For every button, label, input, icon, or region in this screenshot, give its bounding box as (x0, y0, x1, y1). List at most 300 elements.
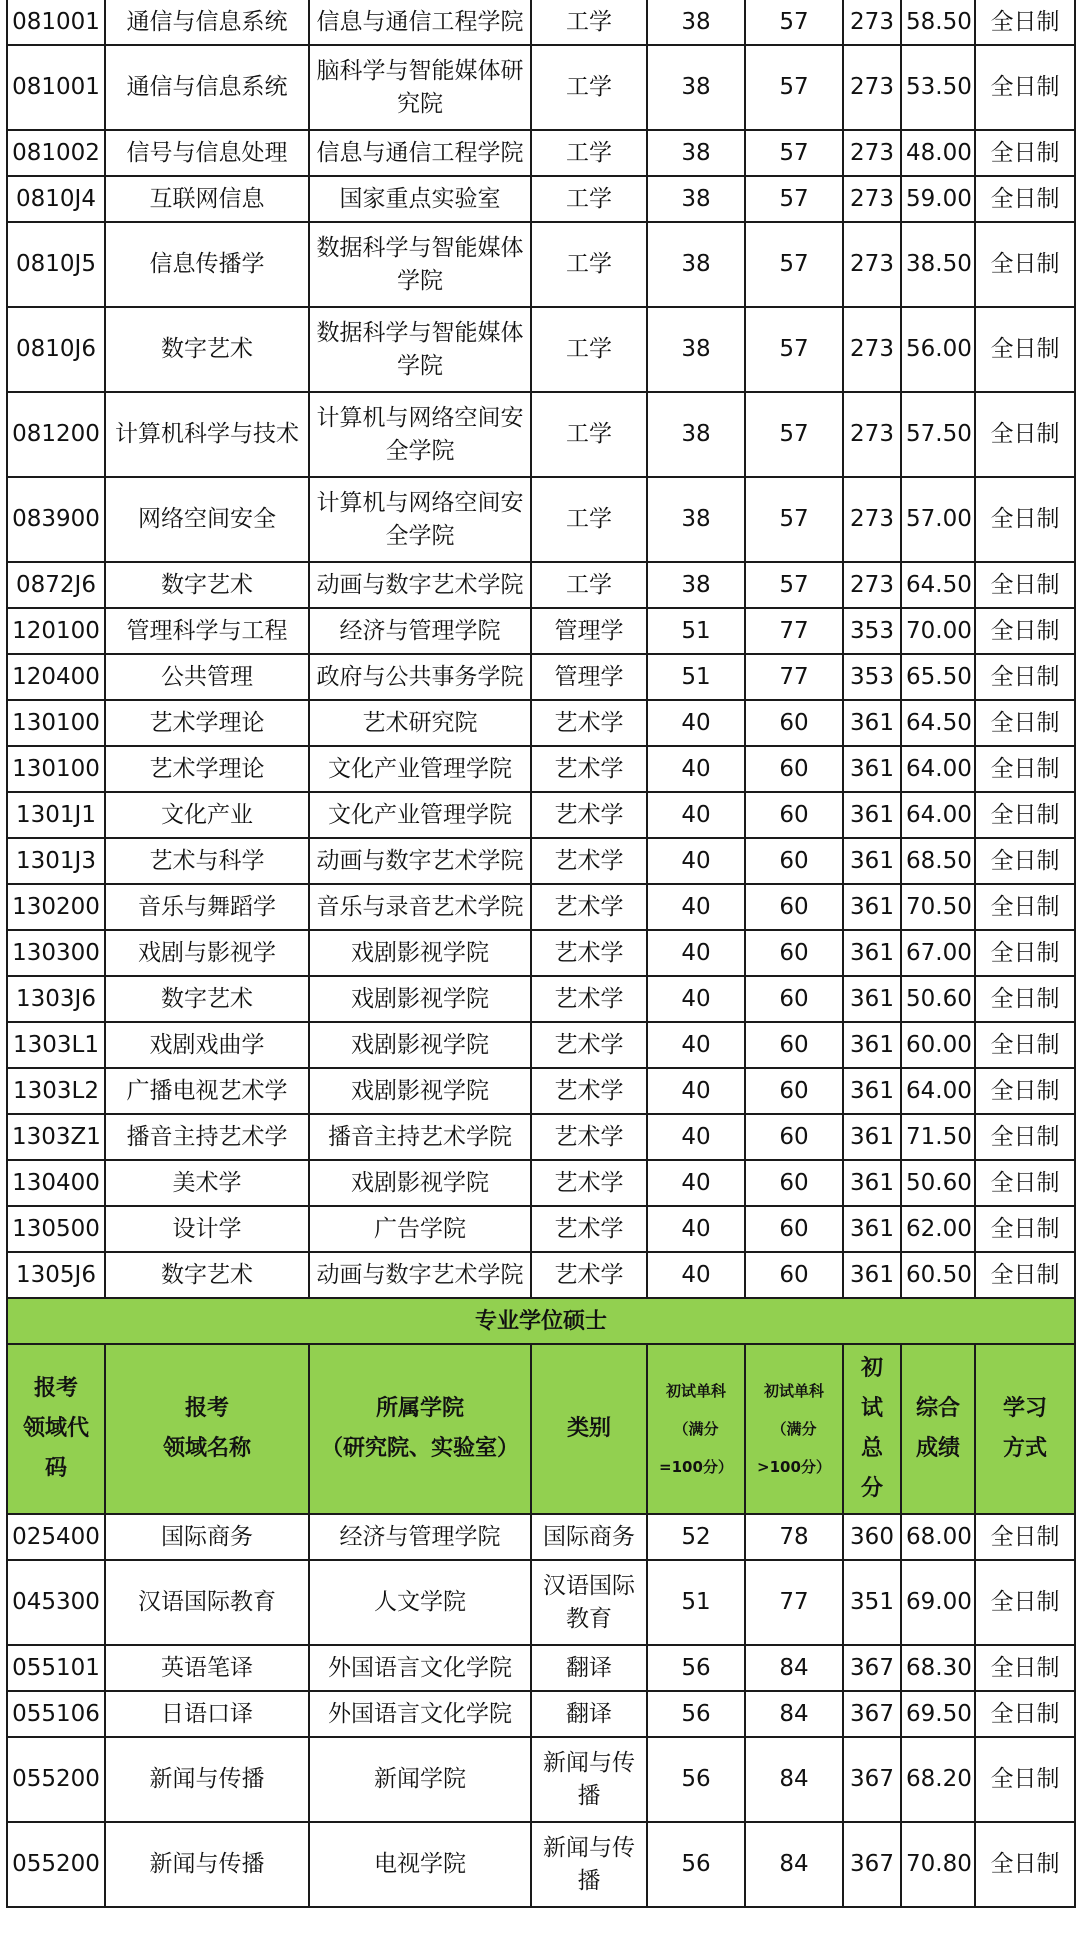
code-cell: 1303L1 (7, 1022, 105, 1068)
category-cell: 管理学 (531, 608, 647, 654)
single-gt100-cell: 57 (745, 562, 843, 608)
total-cell: 273 (843, 130, 901, 176)
table-row (7, 1822, 1075, 1907)
table-row (7, 392, 1075, 477)
code-cell: 120100 (7, 608, 105, 654)
composite-cell: 50.60 (901, 976, 975, 1022)
total-cell: 273 (843, 222, 901, 307)
single-100-cell: 40 (647, 1114, 745, 1160)
table-row (7, 1022, 1075, 1068)
mode-cell: 全日制 (975, 1737, 1075, 1822)
composite-cell: 58.50 (901, 0, 975, 45)
composite-cell: 70.80 (901, 1822, 975, 1907)
college-cell: 经济与管理学院 (309, 608, 531, 654)
single-gt100-cell: 60 (745, 838, 843, 884)
single-100-cell: 40 (647, 1160, 745, 1206)
header-name: 报考 领域名称 (105, 1344, 309, 1514)
mode-cell: 全日制 (975, 838, 1075, 884)
header-row (7, 1344, 1075, 1514)
code-cell: 130100 (7, 746, 105, 792)
mode-cell: 全日制 (975, 45, 1075, 130)
category-cell: 工学 (531, 307, 647, 392)
name-cell: 数字艺术 (105, 307, 309, 392)
composite-cell: 56.00 (901, 307, 975, 392)
table-row (7, 307, 1075, 392)
college-cell: 人文学院 (309, 1560, 531, 1645)
college-cell: 数据科学与智能媒体 学院 (309, 307, 531, 392)
table-row (7, 976, 1075, 1022)
code-cell: 0810J4 (7, 176, 105, 222)
header-composite: 综合 成绩 (901, 1344, 975, 1514)
code-cell: 083900 (7, 477, 105, 562)
total-cell: 351 (843, 1560, 901, 1645)
code-cell: 1303Z1 (7, 1114, 105, 1160)
name-cell: 广播电视艺术学 (105, 1068, 309, 1114)
single-gt100-cell: 57 (745, 45, 843, 130)
name-cell: 信息传播学 (105, 222, 309, 307)
single-gt100-cell: 84 (745, 1691, 843, 1737)
category-cell: 汉语国际 教育 (531, 1560, 647, 1645)
table-row (7, 0, 1075, 45)
single-gt100-cell: 60 (745, 884, 843, 930)
table-row (7, 1206, 1075, 1252)
name-cell: 英语笔译 (105, 1645, 309, 1691)
header-college: 所属学院 （研究院、实验室） (309, 1344, 531, 1514)
single-gt100-cell: 57 (745, 176, 843, 222)
mode-cell: 全日制 (975, 307, 1075, 392)
college-cell: 数据科学与智能媒体 学院 (309, 222, 531, 307)
composite-cell: 64.00 (901, 792, 975, 838)
category-cell: 艺术学 (531, 1114, 647, 1160)
single-100-cell: 38 (647, 176, 745, 222)
code-cell: 0810J6 (7, 307, 105, 392)
single-gt100-cell: 60 (745, 1022, 843, 1068)
single-100-cell: 56 (647, 1822, 745, 1907)
college-cell: 文化产业管理学院 (309, 746, 531, 792)
name-cell: 戏剧与影视学 (105, 930, 309, 976)
table-row (7, 45, 1075, 130)
professional-section (7, 1298, 1075, 1514)
code-cell: 1301J1 (7, 792, 105, 838)
college-cell: 动画与数字艺术学院 (309, 1252, 531, 1298)
single-gt100-cell: 84 (745, 1737, 843, 1822)
composite-cell: 59.00 (901, 176, 975, 222)
mode-cell: 全日制 (975, 792, 1075, 838)
single-100-cell: 38 (647, 307, 745, 392)
category-cell: 翻译 (531, 1645, 647, 1691)
table-row (7, 1737, 1075, 1822)
composite-cell: 68.20 (901, 1737, 975, 1822)
composite-cell: 53.50 (901, 45, 975, 130)
single-100-cell: 40 (647, 976, 745, 1022)
composite-cell: 69.00 (901, 1560, 975, 1645)
total-cell: 361 (843, 1114, 901, 1160)
total-cell: 361 (843, 976, 901, 1022)
mode-cell: 全日制 (975, 1252, 1075, 1298)
single-100-cell: 40 (647, 746, 745, 792)
single-100-cell: 40 (647, 930, 745, 976)
total-cell: 361 (843, 792, 901, 838)
composite-cell: 60.50 (901, 1252, 975, 1298)
college-cell: 国家重点实验室 (309, 176, 531, 222)
category-cell: 艺术学 (531, 1252, 647, 1298)
mode-cell: 全日制 (975, 0, 1075, 45)
category-cell: 管理学 (531, 654, 647, 700)
code-cell: 0872J6 (7, 562, 105, 608)
mode-cell: 全日制 (975, 608, 1075, 654)
category-cell: 艺术学 (531, 700, 647, 746)
code-cell: 055101 (7, 1645, 105, 1691)
code-cell: 130300 (7, 930, 105, 976)
table-row (7, 222, 1075, 307)
college-cell: 戏剧影视学院 (309, 976, 531, 1022)
code-cell: 0810J5 (7, 222, 105, 307)
college-cell: 播音主持艺术学院 (309, 1114, 531, 1160)
category-cell: 艺术学 (531, 1022, 647, 1068)
header-total: 初 试 总 分 (843, 1344, 901, 1514)
college-cell: 新闻学院 (309, 1737, 531, 1822)
single-100-cell: 56 (647, 1691, 745, 1737)
section-title-row (7, 1298, 1075, 1344)
name-cell: 日语口译 (105, 1691, 309, 1737)
category-cell: 国际商务 (531, 1514, 647, 1560)
single-gt100-cell: 57 (745, 130, 843, 176)
category-cell: 艺术学 (531, 930, 647, 976)
composite-cell: 64.50 (901, 700, 975, 746)
composite-cell: 60.00 (901, 1022, 975, 1068)
table-row (7, 1691, 1075, 1737)
table-row (7, 746, 1075, 792)
mode-cell: 全日制 (975, 1022, 1075, 1068)
mode-cell: 全日制 (975, 1560, 1075, 1645)
name-cell: 数字艺术 (105, 1252, 309, 1298)
name-cell: 艺术与科学 (105, 838, 309, 884)
section-title: 专业学位硕士 (7, 1298, 1075, 1344)
table-row (7, 1560, 1075, 1645)
single-100-cell: 38 (647, 45, 745, 130)
composite-cell: 68.30 (901, 1645, 975, 1691)
academic-rows (7, 0, 1075, 1298)
composite-cell: 68.50 (901, 838, 975, 884)
table-row (7, 838, 1075, 884)
category-cell: 工学 (531, 0, 647, 45)
name-cell: 汉语国际教育 (105, 1560, 309, 1645)
composite-cell: 62.00 (901, 1206, 975, 1252)
table-row (7, 654, 1075, 700)
code-cell: 081001 (7, 45, 105, 130)
category-cell: 艺术学 (531, 1206, 647, 1252)
category-cell: 翻译 (531, 1691, 647, 1737)
name-cell: 艺术学理论 (105, 700, 309, 746)
composite-cell: 65.50 (901, 654, 975, 700)
total-cell: 273 (843, 176, 901, 222)
total-cell: 360 (843, 1514, 901, 1560)
category-cell: 工学 (531, 45, 647, 130)
college-cell: 文化产业管理学院 (309, 792, 531, 838)
category-cell: 艺术学 (531, 1160, 647, 1206)
college-cell: 广告学院 (309, 1206, 531, 1252)
mode-cell: 全日制 (975, 976, 1075, 1022)
college-cell: 音乐与录音艺术学院 (309, 884, 531, 930)
composite-cell: 57.50 (901, 392, 975, 477)
single-gt100-cell: 60 (745, 1114, 843, 1160)
name-cell: 美术学 (105, 1160, 309, 1206)
code-cell: 055200 (7, 1737, 105, 1822)
name-cell: 文化产业 (105, 792, 309, 838)
total-cell: 361 (843, 1022, 901, 1068)
table-row (7, 1514, 1075, 1560)
single-100-cell: 40 (647, 838, 745, 884)
college-cell: 脑科学与智能媒体研 究院 (309, 45, 531, 130)
name-cell: 设计学 (105, 1206, 309, 1252)
college-cell: 政府与公共事务学院 (309, 654, 531, 700)
mode-cell: 全日制 (975, 654, 1075, 700)
total-cell: 273 (843, 0, 901, 45)
mode-cell: 全日制 (975, 1514, 1075, 1560)
single-100-cell: 38 (647, 477, 745, 562)
total-cell: 273 (843, 45, 901, 130)
name-cell: 数字艺术 (105, 976, 309, 1022)
single-100-cell: 38 (647, 562, 745, 608)
total-cell: 361 (843, 930, 901, 976)
code-cell: 055106 (7, 1691, 105, 1737)
college-cell: 计算机与网络空间安 全学院 (309, 477, 531, 562)
single-gt100-cell: 60 (745, 700, 843, 746)
table-row (7, 700, 1075, 746)
composite-cell: 68.00 (901, 1514, 975, 1560)
single-100-cell: 38 (647, 392, 745, 477)
mode-cell: 全日制 (975, 392, 1075, 477)
composite-cell: 38.50 (901, 222, 975, 307)
composite-cell: 69.50 (901, 1691, 975, 1737)
mode-cell: 全日制 (975, 1645, 1075, 1691)
mode-cell: 全日制 (975, 222, 1075, 307)
single-100-cell: 40 (647, 884, 745, 930)
code-cell: 081002 (7, 130, 105, 176)
total-cell: 273 (843, 562, 901, 608)
total-cell: 353 (843, 654, 901, 700)
college-cell: 艺术研究院 (309, 700, 531, 746)
category-cell: 新闻与传 播 (531, 1737, 647, 1822)
code-cell: 130100 (7, 700, 105, 746)
table-row (7, 1114, 1075, 1160)
composite-cell: 64.00 (901, 1068, 975, 1114)
table-row (7, 1645, 1075, 1691)
name-cell: 互联网信息 (105, 176, 309, 222)
category-cell: 艺术学 (531, 792, 647, 838)
category-cell: 新闻与传 播 (531, 1822, 647, 1907)
mode-cell: 全日制 (975, 1114, 1075, 1160)
name-cell: 管理科学与工程 (105, 608, 309, 654)
college-cell: 外国语言文化学院 (309, 1691, 531, 1737)
category-cell: 工学 (531, 176, 647, 222)
total-cell: 273 (843, 307, 901, 392)
single-gt100-cell: 77 (745, 608, 843, 654)
total-cell: 361 (843, 1160, 901, 1206)
code-cell: 055200 (7, 1822, 105, 1907)
name-cell: 通信与信息系统 (105, 0, 309, 45)
table-row (7, 930, 1075, 976)
professional-rows (7, 1514, 1075, 1907)
total-cell: 273 (843, 477, 901, 562)
single-100-cell: 40 (647, 1068, 745, 1114)
total-cell: 367 (843, 1737, 901, 1822)
name-cell: 新闻与传播 (105, 1737, 309, 1822)
category-cell: 工学 (531, 222, 647, 307)
single-100-cell: 40 (647, 1022, 745, 1068)
name-cell: 国际商务 (105, 1514, 309, 1560)
single-100-cell: 51 (647, 608, 745, 654)
mode-cell: 全日制 (975, 1691, 1075, 1737)
total-cell: 367 (843, 1645, 901, 1691)
composite-cell: 64.00 (901, 746, 975, 792)
category-cell: 工学 (531, 130, 647, 176)
name-cell: 网络空间安全 (105, 477, 309, 562)
name-cell: 播音主持艺术学 (105, 1114, 309, 1160)
mode-cell: 全日制 (975, 930, 1075, 976)
mode-cell: 全日制 (975, 176, 1075, 222)
header-code: 报考 领域代 码 (7, 1344, 105, 1514)
score-table (6, 0, 1076, 1908)
college-cell: 信息与通信工程学院 (309, 130, 531, 176)
single-100-cell: 40 (647, 700, 745, 746)
single-100-cell: 38 (647, 222, 745, 307)
total-cell: 361 (843, 1068, 901, 1114)
single-100-cell: 51 (647, 654, 745, 700)
single-gt100-cell: 78 (745, 1514, 843, 1560)
total-cell: 361 (843, 1206, 901, 1252)
college-cell: 外国语言文化学院 (309, 1645, 531, 1691)
code-cell: 130200 (7, 884, 105, 930)
code-cell: 025400 (7, 1514, 105, 1560)
college-cell: 戏剧影视学院 (309, 930, 531, 976)
single-100-cell: 38 (647, 0, 745, 45)
composite-cell: 71.50 (901, 1114, 975, 1160)
composite-cell: 70.50 (901, 884, 975, 930)
code-cell: 045300 (7, 1560, 105, 1645)
college-cell: 经济与管理学院 (309, 1514, 531, 1560)
college-cell: 动画与数字艺术学院 (309, 562, 531, 608)
code-cell: 081200 (7, 392, 105, 477)
single-gt100-cell: 57 (745, 392, 843, 477)
single-gt100-cell: 60 (745, 1068, 843, 1114)
category-cell: 艺术学 (531, 746, 647, 792)
category-cell: 工学 (531, 477, 647, 562)
single-100-cell: 40 (647, 792, 745, 838)
single-100-cell: 38 (647, 130, 745, 176)
mode-cell: 全日制 (975, 562, 1075, 608)
table-row (7, 176, 1075, 222)
code-cell: 1303J6 (7, 976, 105, 1022)
single-100-cell: 40 (647, 1252, 745, 1298)
table-row (7, 608, 1075, 654)
table-row (7, 477, 1075, 562)
code-cell: 130500 (7, 1206, 105, 1252)
table-row (7, 1160, 1075, 1206)
college-cell: 信息与通信工程学院 (309, 0, 531, 45)
single-gt100-cell: 57 (745, 222, 843, 307)
single-100-cell: 51 (647, 1560, 745, 1645)
college-cell: 动画与数字艺术学院 (309, 838, 531, 884)
single-gt100-cell: 60 (745, 792, 843, 838)
composite-cell: 50.60 (901, 1160, 975, 1206)
table-row (7, 1068, 1075, 1114)
category-cell: 工学 (531, 392, 647, 477)
category-cell: 工学 (531, 562, 647, 608)
composite-cell: 67.00 (901, 930, 975, 976)
total-cell: 367 (843, 1691, 901, 1737)
total-cell: 367 (843, 1822, 901, 1907)
code-cell: 130400 (7, 1160, 105, 1206)
single-gt100-cell: 60 (745, 976, 843, 1022)
college-cell: 戏剧影视学院 (309, 1022, 531, 1068)
code-cell: 1305J6 (7, 1252, 105, 1298)
single-gt100-cell: 60 (745, 1206, 843, 1252)
table-row (7, 130, 1075, 176)
single-gt100-cell: 77 (745, 1560, 843, 1645)
single-gt100-cell: 60 (745, 1160, 843, 1206)
single-gt100-cell: 57 (745, 0, 843, 45)
single-100-cell: 56 (647, 1645, 745, 1691)
single-gt100-cell: 84 (745, 1822, 843, 1907)
mode-cell: 全日制 (975, 1160, 1075, 1206)
composite-cell: 57.00 (901, 477, 975, 562)
name-cell: 公共管理 (105, 654, 309, 700)
name-cell: 通信与信息系统 (105, 45, 309, 130)
mode-cell: 全日制 (975, 884, 1075, 930)
mode-cell: 全日制 (975, 700, 1075, 746)
single-gt100-cell: 84 (745, 1645, 843, 1691)
single-gt100-cell: 57 (745, 477, 843, 562)
single-gt100-cell: 57 (745, 307, 843, 392)
college-cell: 戏剧影视学院 (309, 1068, 531, 1114)
total-cell: 273 (843, 392, 901, 477)
code-cell: 1303L2 (7, 1068, 105, 1114)
total-cell: 353 (843, 608, 901, 654)
total-cell: 361 (843, 746, 901, 792)
single-gt100-cell: 60 (745, 1252, 843, 1298)
mode-cell: 全日制 (975, 1206, 1075, 1252)
table-row (7, 1252, 1075, 1298)
total-cell: 361 (843, 884, 901, 930)
name-cell: 音乐与舞蹈学 (105, 884, 309, 930)
mode-cell: 全日制 (975, 130, 1075, 176)
header-single-gt100: 初试单科 （满分 >100分） (745, 1344, 843, 1514)
category-cell: 艺术学 (531, 884, 647, 930)
header-mode: 学习 方式 (975, 1344, 1075, 1514)
single-100-cell: 52 (647, 1514, 745, 1560)
total-cell: 361 (843, 700, 901, 746)
composite-cell: 70.00 (901, 608, 975, 654)
total-cell: 361 (843, 1252, 901, 1298)
total-cell: 361 (843, 838, 901, 884)
table-row (7, 562, 1075, 608)
header-category: 类别 (531, 1344, 647, 1514)
mode-cell: 全日制 (975, 1068, 1075, 1114)
college-cell: 电视学院 (309, 1822, 531, 1907)
category-cell: 艺术学 (531, 1068, 647, 1114)
name-cell: 新闻与传播 (105, 1822, 309, 1907)
name-cell: 数字艺术 (105, 562, 309, 608)
code-cell: 1301J3 (7, 838, 105, 884)
mode-cell: 全日制 (975, 1822, 1075, 1907)
category-cell: 艺术学 (531, 838, 647, 884)
name-cell: 信号与信息处理 (105, 130, 309, 176)
single-100-cell: 56 (647, 1737, 745, 1822)
table-row (7, 792, 1075, 838)
single-gt100-cell: 60 (745, 930, 843, 976)
mode-cell: 全日制 (975, 746, 1075, 792)
